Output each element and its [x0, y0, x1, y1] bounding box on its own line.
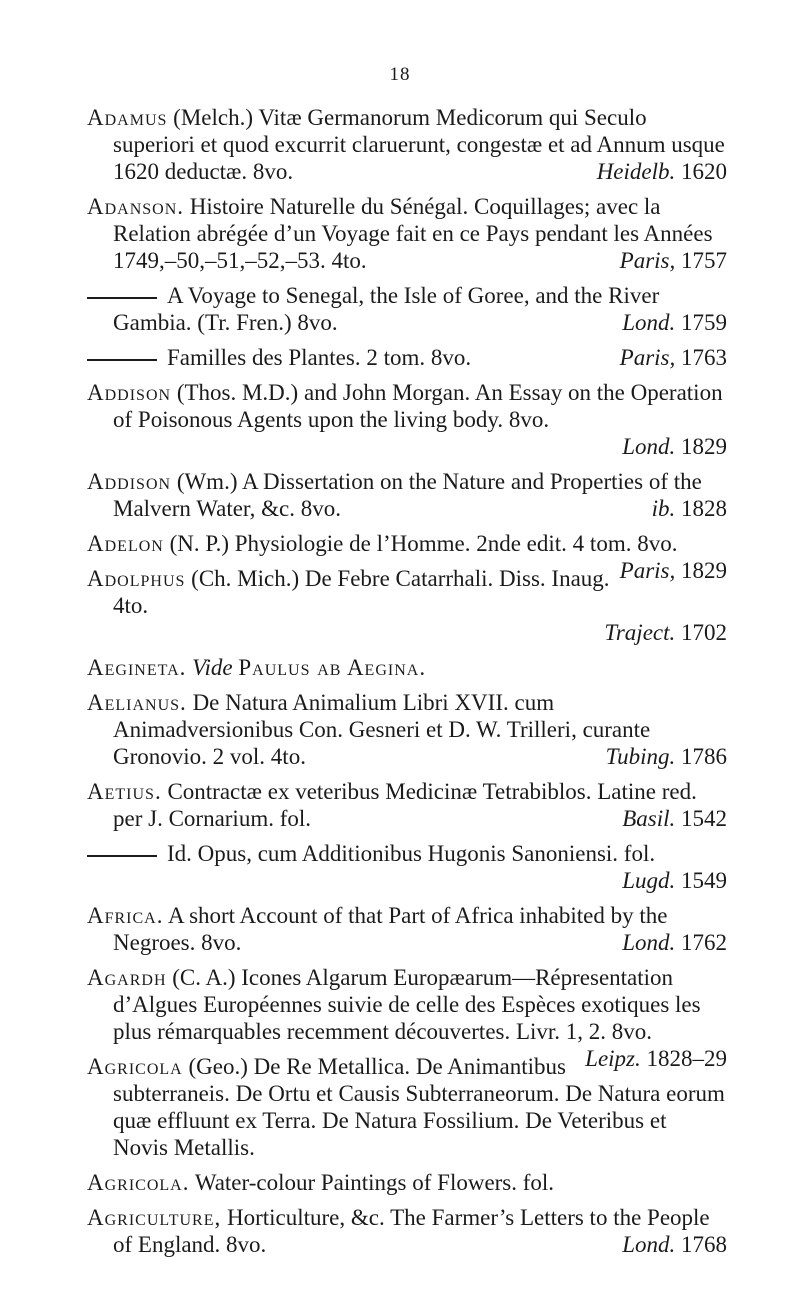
entry-year: 1828 — [681, 496, 727, 521]
entry-heading: Aetius. — [87, 779, 162, 804]
entry-text: Water-colour Paintings of Flowers. fol. — [194, 1170, 555, 1195]
entry-place: ib. — [651, 496, 676, 521]
entry-heading: Agriculture, — [87, 1205, 222, 1230]
entry-year: 1620 — [681, 159, 727, 184]
entry-text: (Ch. Mich.) De Febre Catarrhali. Diss. Inaug. 4to. — [113, 566, 610, 618]
entry-see-reference: Vide — [192, 655, 233, 680]
entry-text: A short Account of that Part of Africa inhabited by the Negroes. 8vo. — [113, 903, 668, 955]
entry-heading: Aegineta. — [87, 655, 187, 680]
entry-text: Horticulture, &c. The Farmer’s Letters to the People of England. 8vo. — [113, 1205, 710, 1257]
entry-agricola-paintings — [87, 1169, 727, 1196]
entry-aegineta — [87, 654, 727, 681]
entry-year: 1549 — [681, 868, 727, 893]
entry-year: 1762 — [681, 930, 727, 955]
ditto-dash — [87, 855, 157, 857]
entry-heading: Adamus — [87, 105, 168, 130]
entry-text: Contractæ ex veteribus Medicinæ Tetrabiblos. Latine red. per J. Cornarium. fol. — [113, 779, 697, 831]
entry-year: 1757 — [681, 248, 727, 273]
entry-text: Familles des Plantes. 2 tom. 8vo. — [167, 345, 472, 370]
entry-year: 1759 — [681, 310, 727, 335]
entry-text: Id. Opus, cum Additionibus Hugonis Sanoniensi. fol. — [167, 841, 656, 866]
entry-place: Lond. — [622, 434, 676, 459]
entry-heading: Addison — [87, 469, 172, 494]
entry-text: (N. P.) Physiologie de l’Homme. 2nde edit. 4 tom. 8vo. — [169, 531, 678, 556]
entry-year: 1829 — [681, 558, 727, 583]
entry-adanson-voyage — [87, 282, 727, 336]
entry-place: Paris, — [619, 248, 676, 273]
entry-heading: Addison — [87, 380, 172, 405]
entry-heading: Africa. — [87, 903, 164, 928]
entry-heading: Aelianus. — [87, 690, 187, 715]
entry-heading: Agricola — [87, 1054, 183, 1079]
entry-place: Lond. — [622, 930, 676, 955]
entry-text: (Geo.) De Re Metallica. De Animantibus subterraneis. De Ortu et Causis Subterraneorum. De Natura eorum quæ effluunt ex Terra. De Natura Fossilium. De Veteribus et Novis Metallis. — [113, 1054, 725, 1160]
entry-place: Lond. — [622, 1232, 676, 1257]
entry-year: 1763 — [681, 345, 727, 370]
entry-adanson — [87, 193, 727, 274]
entry-text: Histoire Naturelle du Sénégal. Coquillages; avec la Relation abrégée d’un Voyage fait en ce Pays pendant les Années 1749,–50,–51,–52,–53. 4to. — [113, 194, 713, 273]
entry-year: 1829 — [681, 434, 727, 459]
entry-text: (Wm.) A Dissertation on the Nature and Properties of the Malvern Water, &c. 8vo. — [113, 469, 702, 521]
entry-aetius — [87, 778, 727, 832]
entry-agriculture — [87, 1204, 727, 1258]
ditto-dash — [87, 297, 157, 299]
entry-year: 1542 — [681, 806, 727, 831]
entry-year: 1786 — [681, 744, 727, 769]
entry-text: Paulus ab Aegina. — [238, 655, 427, 680]
entry-place: Leipz. — [585, 1046, 641, 1071]
entry-place: Heidelb. — [596, 159, 676, 184]
entry-adanson-familles — [87, 344, 727, 371]
entry-place: Lond. — [622, 310, 676, 335]
entry-place: Basil. — [622, 806, 676, 831]
entry-heading: Adelon — [87, 531, 164, 556]
entry-place: Paris, — [619, 345, 676, 370]
entry-addison-wm — [87, 468, 727, 522]
entry-year: 1702 — [681, 620, 727, 645]
entry-text: (Melch.) Vitæ Germanorum Medicorum qui Seculo superiori et quod excurrit claruerunt, congestæ et ad Annum usque 1620 deductæ. 8vo. — [113, 105, 725, 184]
entry-text: (Thos. M.D.) and John Morgan. An Essay on the Operation of Poisonous Agents upon the living body. 8vo. — [113, 380, 723, 432]
entry-heading: Adanson. — [87, 194, 185, 219]
entry-list — [87, 104, 727, 1266]
entry-place: Paris, — [619, 558, 676, 583]
entry-aetius-opus — [87, 840, 727, 894]
entry-addison-thos — [87, 379, 727, 460]
entry-year: 1828–29 — [646, 1046, 727, 1071]
entry-place: Traject. — [604, 620, 676, 645]
entry-text: A Voyage to Senegal, the Isle of Goree, and the River Gambia. (Tr. Fren.) 8vo. — [113, 283, 660, 335]
entry-aelianus — [87, 689, 727, 770]
entry-year: 1768 — [681, 1232, 727, 1257]
entry-text: (C. A.) Icones Algarum Europæarum—Répresentation d’Algues Européennes suivie de celle des Espèces exotiques les plus rémarquables recemment découvertes. Livr. 1, 2. 8vo. — [113, 965, 701, 1044]
entry-heading: Adolphus — [87, 566, 186, 591]
page-number: 18 — [389, 64, 411, 85]
entry-africa — [87, 902, 727, 956]
entry-place: Tubing. — [605, 744, 676, 769]
entry-heading: Agricola. — [87, 1170, 190, 1195]
ditto-dash — [87, 359, 157, 361]
entry-place: Lugd. — [622, 868, 676, 893]
entry-heading: Agardh — [87, 965, 167, 990]
entry-text: De Natura Animalium Libri XVII. cum Animadversionibus Con. Gesneri et D. W. Trilleri, curante Gronovio. 2 vol. 4to. — [113, 690, 651, 769]
entry-adamus — [87, 104, 727, 185]
